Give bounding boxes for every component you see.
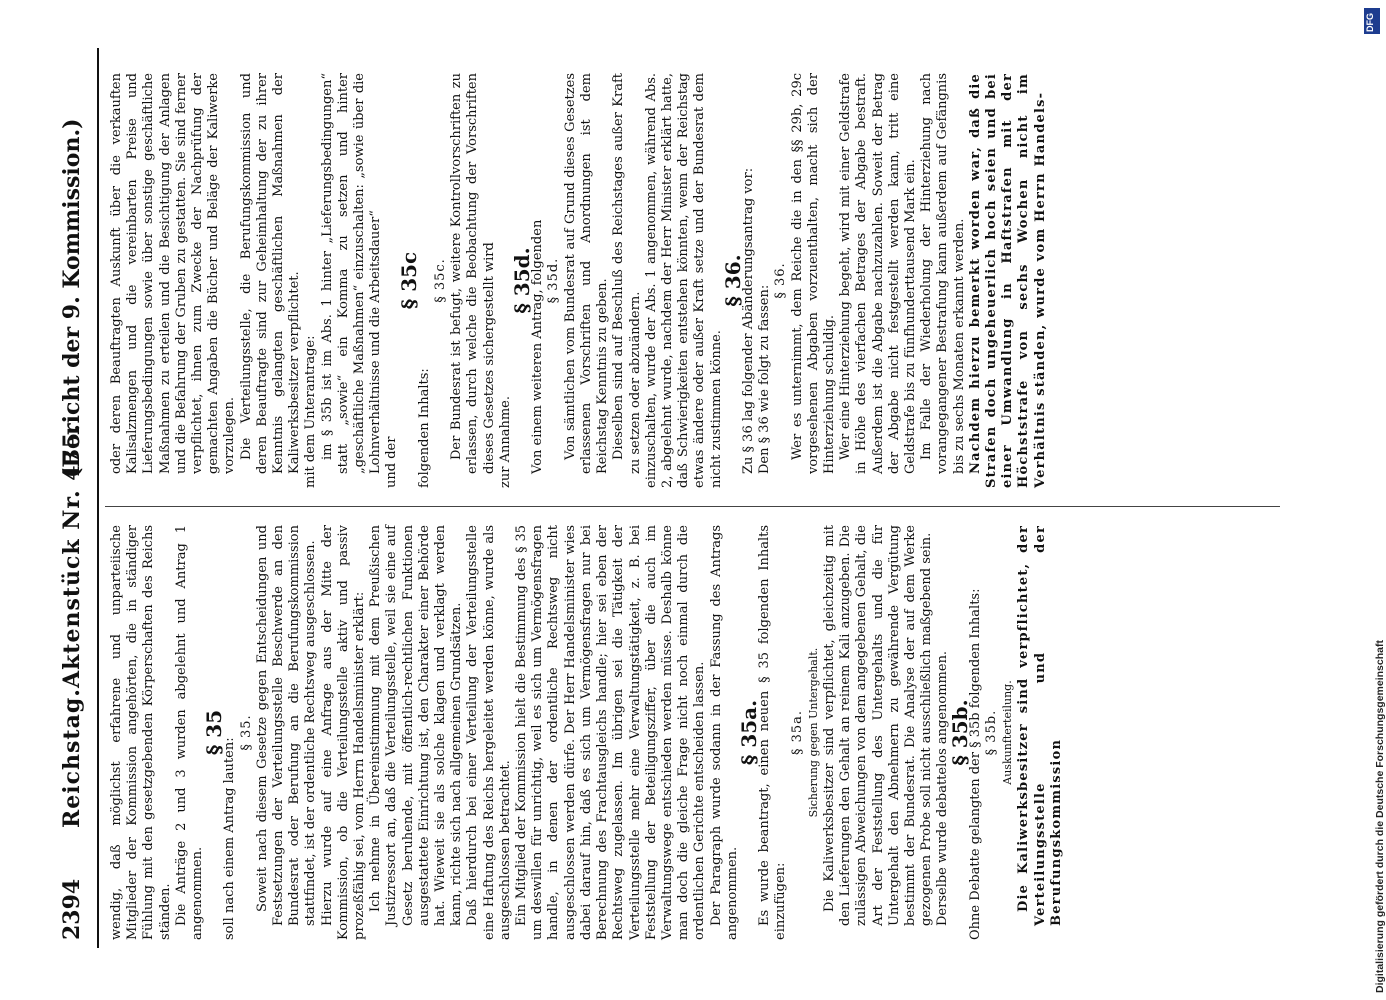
paragraph: Von einem weiteren Antrag, folgenden [530, 219, 546, 474]
section-label: § 35b. [983, 709, 999, 756]
quoted-text: Die Kaliwerksbesitzer sind verpflichtet, der Verteilungsstelle und der Berufungskommission [1016, 525, 1064, 926]
page-number: 2394 [59, 878, 85, 940]
paragraph: Hierzu wurde auf eine Anfrage aus der Mitte der Kommission, ob die Verteilungsstelle aktiv und passiv prozeßfähig sei, vom Herrn Handelsminister erklärt: [319, 525, 368, 940]
paragraph: und der [384, 436, 400, 488]
quoted-text: Dieselben sind auf Beschluß des Reichstages außer Kraft zu setzen oder abzuändern. [611, 73, 643, 474]
digitization-note-text: Digitalisierung gefördert durch die Deutsche Forschungsgemeinschaft [1374, 640, 1386, 993]
paragraph: Daß hierdurch bei einer Verteilung der Verteilungsstelle eine Haftung des Reichs hergeleitet werden könne, wurde als ausgeschlossen betrachtet. [465, 525, 513, 940]
paragraph: zur Annahme. [497, 396, 513, 488]
dfg-logo [1364, 8, 1380, 34]
section-heading: § 36. [720, 254, 745, 307]
quoted-text: im § 35b ist im Abs. 1 hinter „Lieferungsbedingungen“ statt „sowie“ ein Komma zu setzen und hinter „geschäftliche Maßnahmen“ einzuschalten: „sowie über die Lohnverhältnisse und die Arbeitsdauer“ [319, 73, 384, 474]
header-rule [97, 48, 99, 948]
section-subtitle: Sicherung gegen Untergehalt. [806, 647, 820, 818]
section-label: § 35d. [546, 257, 562, 304]
paragraph: mit dem Unterantrage: [303, 335, 319, 488]
quoted-text: Von sämtlichen vom Bundesrat auf Grund dieses Gesetzes erlassenen Vorschriften und Anordnungen ist dem Reichstag Kenntnis zu geben. [562, 73, 611, 474]
header-center-title: Aktenstück Nr. 475. [59, 423, 85, 688]
paragraph: Den § 36 wie folgt zu fassen: [757, 284, 773, 474]
section-label: § 36. [773, 262, 789, 299]
section-heading: § 35c [396, 251, 421, 310]
paragraph: Ohne Debatte gelangten der § 35b folgenden Inhalts: [967, 588, 983, 940]
paragraph: soll nach einem Antrag lauten: [222, 737, 238, 940]
quoted-text: Soweit nach diesem Gesetze gegen Entscheidungen und Festsetzungen der Verteilungsstelle Beschwerde an den Bundesrat oder Berufung an die Berufungskommission stattfindet, ist der ordentliche Rechtsweg ausgeschlossen. [254, 525, 319, 926]
section-heading: § 35 [202, 709, 227, 756]
section-label: § 35c. [433, 258, 449, 303]
section-heading: § 35d. [510, 247, 535, 314]
quoted-text: Wer es unternimmt, dem Reiche die in den §§ 29b, 29c vorgesehenen Abgaben vorzuenthalten, macht sich der Hinterziehung schuldig. [789, 73, 837, 474]
quoted-text: oder deren Beauftragten Auskunft über die verkauften Kalisalzmengen und die vereinbarten Preise und Lieferungsbedingungen sowie über sonstige geschäftliche Maßnahmen zu erteilen und die Besichtigung der Anlagen und die Befahrung der Gruben zu gestatten. Sie sind ferner verpflichtet, ihnen zum Zwecke der Nachprüfung der gemachten Angaben die Bücher und Beläge der Kaliwerke vorzulegen. [109, 73, 238, 474]
paragraph: Zu § 36 lag folgender Abänderungsantrag vor: [740, 167, 756, 474]
quoted-text: Der Bundesrat ist befugt, weitere Kontrollvorschriften zu erlassen, durch welche die Beobachtung der Vorschriften dieses Gesetzes sichergestellt wird [449, 73, 497, 474]
page-header [55, 48, 95, 948]
section-heading: § 35b. [947, 699, 972, 766]
section-label: § 35. [238, 714, 254, 751]
paragraph: Es wurde beantragt, einen neuen § 35 folgenden Inhalts einzufügen: [757, 525, 789, 940]
paragraph: wendig, daß möglichst erfahrene und unparteiische Mitglieder der Kommission angehörten, die in ständiger Fühlung mit den gesetzgebenden Körperschaften des Reichs ständen. [109, 525, 173, 940]
section-label: § 35a. [789, 709, 805, 756]
section-heading: § 35a. [736, 699, 761, 766]
column-divider [105, 506, 1280, 507]
right-column [109, 73, 1279, 488]
paragraph: Die Anträge 2 und 3 wurden abgelehnt und Antrag 1 angenommen. [173, 525, 206, 940]
quoted-text: Im Falle der Wiederholung der Hinterziehung nach vorangegangener Bestrafung kann außerdem auf Gefängnis bis zu sechs Monaten erkannt werden. [919, 73, 967, 474]
paragraph: folgenden Inhalts: [416, 368, 432, 488]
quoted-text: Wer eine Hinterziehung begeht, wird mit einer Geldstrafe in Höhe des vierfachen Betrages der Abgabe bestraft. Außerdem ist die Abgabe nachzuzahlen. Soweit der Betrag der Abgabe nicht festgestellt werden kann, tritt eine Geldstrafe bis zu fünfhunderttausend Mark ein. [838, 73, 918, 474]
quoted-text: Die Verteilungsstelle, die Berufungskommission und deren Beauftragte sind zur Geheimhaltung der zu ihrer Kenntnis gelangten geschäftlichen Maßnahmen der Kaliwerksbesitzer verpflichtet. [238, 73, 303, 474]
header-left-title: Reichstag. [59, 688, 85, 828]
header-right-title: (Bericht der 9. Kommission.) [59, 118, 85, 478]
paragraph: einzuschalten, wurde der Abs. 1 angenommen, während Abs. 2, abgelehnt wurde, nachdem der Herr Minister erklärt hatte, daß Schwierigkeiten entstehen könnten, wenn der Reichstag etwas ändere oder außer Kraft setze und der Bundesrat dem nicht zustimmen könne. [643, 73, 724, 488]
dfg-logo-text: DFG [1365, 13, 1375, 32]
paragraph: Der Paragraph wurde sodann in der Fassung des Antrags angenommen. [708, 525, 740, 940]
paragraph: Ein Mitglied der Kommission hielt die Bestimmung des § 35 um deswillen für unrichtig, weil es sich um Vermögensfragen handle, in denen der ordentliche Rechtsweg nicht ausgeschlossen werden dürfe. Der Herr Handelsminister wies dabei darauf hin, daß es sich um Vermögensfragen nur bei Berechnung des Frachtausgleichs handle; hier sei eben der Rechtsweg zugelassen. Im übrigen sei die Tätigkeit der Verteilungsstelle mehr eine Verwaltungstätigkeit, z. B. bei Feststellung der Beteiligungsziffer, über die auch im Verwaltungswege entschieden werden müsse. Deshalb könne man doch die gleiche Frage nicht noch einmal durch die ordentlichen Gerichte entscheiden lassen. [514, 525, 708, 940]
section-subtitle: Auskunfterteilung. [1001, 680, 1015, 785]
digitization-note [1360, 8, 1386, 993]
quoted-text: Ich nehme in Übereinstimmung mit dem Preußischen Justizressort an, daß die Verteilungsstelle, weil sie eine auf Gesetz beruhende, mit öffentlich-rechtlichen Funktionen ausgestattete Einrichtung ist, den Charakter einer Behörde hat. Wieweit sie als solche klagen und verklagt werden kann, richte sich nach allgemeinen Grundsätzen. [368, 525, 465, 926]
paragraph: Derselbe wurde debattelos angenommen. [935, 650, 951, 926]
left-column [109, 525, 1279, 940]
paragraph: Nachdem hierzu bemerkt worden war, daß die Strafen doch ungeheuerlich hoch seien und bei einer Umwandlung in Haftstrafen mit der Höchststrafe von sechs Wochen nicht im Verhältnis ständen, wurde vom Herrn Handels- [967, 73, 1048, 488]
quoted-text: Die Kaliwerksbesitzer sind verpflichtet, gleichzeitig mit den Lieferungen den Gehalt an reinem Kali anzugeben. Die zulässigen Abweichungen von dem angegebenen Gehalt, die Art der Feststellung des Untergehalts und die für Untergehalt den Abnehmern zu gewährende Vergütung bestimmt der Bundesrat. Die Analyse der auf dem Werke gezogenen Probe soll nicht ausschließlich maßgebend sein. [821, 525, 935, 926]
rotated-page [55, 48, 1285, 948]
